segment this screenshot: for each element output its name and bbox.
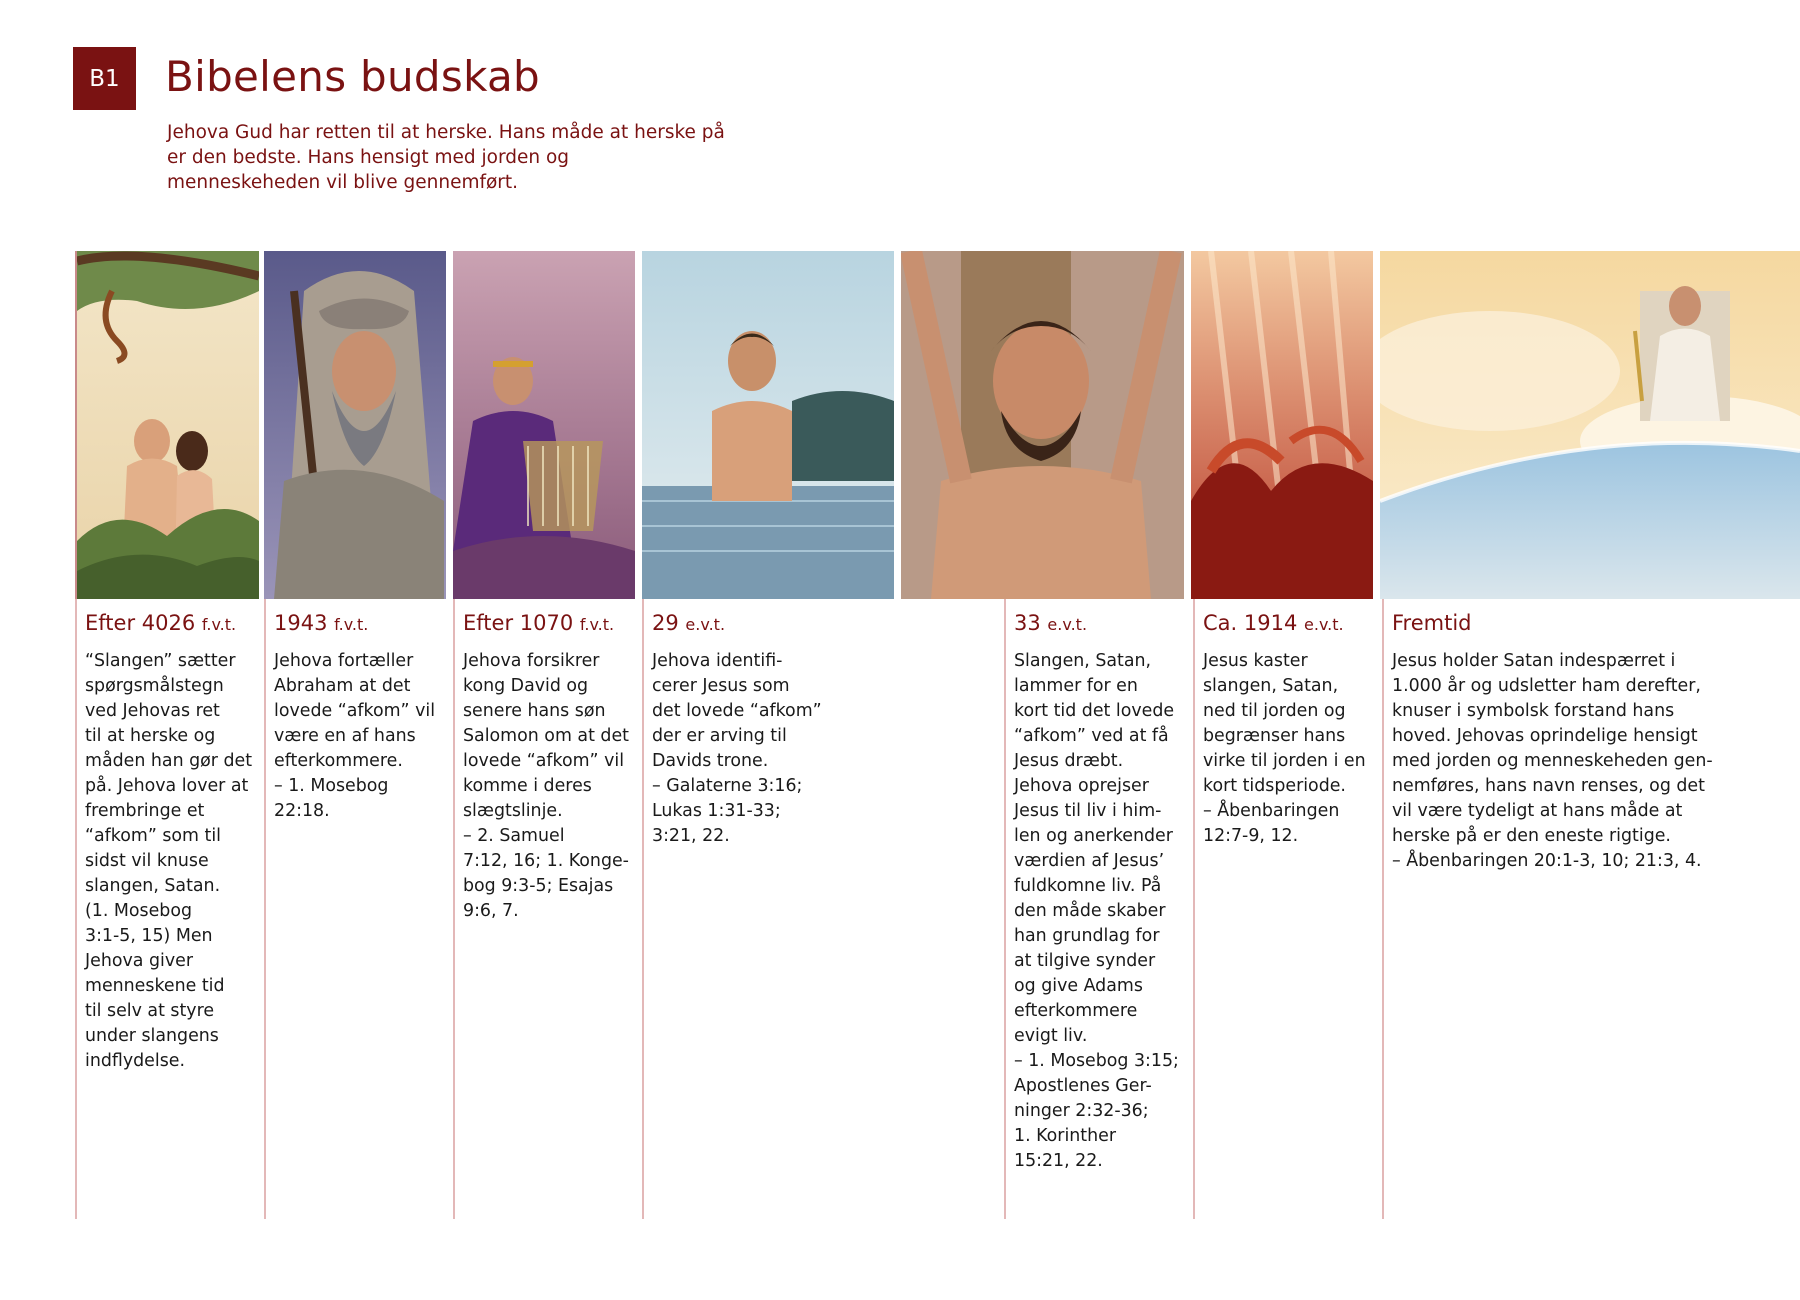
timeline-entry — [1004, 599, 1188, 1219]
entry-text: Jesus holder Satan indespærret i 1.000 år og udsletter ham derefter, knuser i symbolsk forstand hans hoved. Jehovas oprindelige hensigt med jorden og menneskeheden gen- nemføres, hans navn renses, og det vil være tydeligt at hans måde at herske på er den eneste rigtige. – Åbenbaringen 20:1-3, 10; 21:3, 4. — [1392, 651, 1713, 871]
entry-text: Jehova fortæller Abraham at det lovede “afkom” vil være en af hans efterkommere. – 1. Mosebog 22:18. — [274, 651, 436, 821]
timeline-entry — [75, 599, 259, 1219]
timeline-entry — [453, 599, 637, 1219]
entry-text: Jehova forsikrer kong David og senere hans søn Salomon om at det lovede “afkom” vil komme i deres slægtslinje. – 2. Samuel 7:12, 16; 1. Konge- bog 9:3-5; Esajas 9:6, 7. — [463, 651, 629, 921]
timeline-entry — [1193, 599, 1377, 1219]
entry-text: Jesus kaster slangen, Satan, ned til jorden og begrænser hans virke til jorden i en kort tidsperiode. – Åbenbaringen 12:7-9, 12. — [1203, 651, 1366, 846]
entry-date: Efter 1070 f.v.t. — [463, 611, 615, 635]
baptism-illustration — [642, 251, 894, 599]
david-illustration — [453, 251, 635, 599]
eden-illustration — [75, 251, 259, 599]
entry-text: “Slangen” sætter spørgsmålstegn ved Jehovas ret til at herske og måden han gør det på. Jehova lover at frembringe et “afkom” som til sidst vil knuse slangen, Satan. (1. Mosebog 3:1-5, 15) Men Jehova giver menneskene tid til selv at styre under slangens indflydelse. — [85, 651, 253, 1071]
war-in-heaven-illustration — [1191, 251, 1373, 599]
page-title: Bibelens budskab — [165, 52, 540, 101]
stake-illustration — [901, 251, 1184, 599]
timeline-entry — [264, 599, 448, 1219]
entry-date: Fremtid — [1392, 611, 1472, 635]
entry-text: Slangen, Satan, lammer for en kort tid det lovede “afkom” ved at få Jesus dræbt. Jehova oprejser Jesus til liv i him- len og anerkender værdien af Jesus’ fuldkomne liv. På den måde skaber han grundlag for at tilgive synder og give Adams efterkommere evigt liv. – 1. Mosebog 3:15; Apostlenes Ger- ninger 2:32-36; 1. Korinther 15:21, 22. — [1014, 651, 1179, 1171]
intro-text: Jehova Gud har retten til at herske. Hans måde at herske på er den bedste. Hans hensigt med jorden og menneskeheden vil blive gennemført. — [167, 122, 725, 193]
entry-date: 29 e.v.t. — [652, 611, 726, 635]
entry-date: Ca. 1914 e.v.t. — [1203, 611, 1344, 635]
abraham-illustration — [264, 251, 446, 599]
timeline-entry — [642, 599, 994, 1219]
illustration-strip — [75, 251, 1800, 599]
timeline-entry — [1382, 599, 1794, 1219]
entry-date: 1943 f.v.t. — [274, 611, 369, 635]
section-badge: B1 — [73, 47, 136, 110]
entry-date: 33 e.v.t. — [1014, 611, 1088, 635]
entry-date: Efter 4026 f.v.t. — [85, 611, 237, 635]
future-kingdom-illustration — [1380, 251, 1800, 599]
entry-text: Jehova identifi- cerer Jesus som det lovede “afkom” der er arving til Davids trone. – Galaterne 3:16; Lukas 1:31-33; 3:21, 22. — [652, 651, 822, 846]
